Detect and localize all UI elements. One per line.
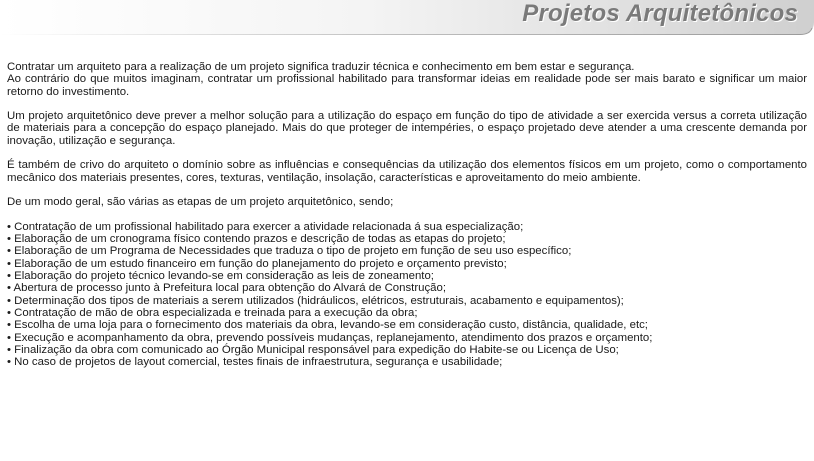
steps-intro: De um modo geral, são várias as etapas de um projeto arquitetônico, sendo; [7,196,394,209]
list-item: • Elaboração de um cronograma físico contendo prazos e descrição de todas as etapas do projeto; [7,233,506,246]
list-item: • Elaboração de um Programa de Necessidades que traduza o tipo de projeto em função de seu uso específico; [7,245,572,258]
list-item: • Execução e acompanhamento da obra, prevendo possíveis mudanças, replanejamento, atendimento dos prazos e orçamento; [7,331,653,344]
article-body [7,61,807,368]
list-item: • No caso de projetos de layout comercial, testes finais de infraestrutura, segurança e usabilidade; [7,356,503,369]
page-header [0,0,814,40]
list-item: • Contratação de mão de obra especializada e treinada para a execução da obra; [7,306,418,319]
list-item: • Finalização da obra com comunicado ao Órgão Municipal responsável para expedição do Habite-se ou Licença de Uso; [7,343,619,356]
steps-list [7,221,807,369]
intro-paragraph-2: Ao contrário do que muitos imaginam, contratar um profissional habilitado para transformar ideias em realidade pode ser mais barato e significar um maior retorno do investimento. [7,73,807,98]
list-item: • Determinação dos tipos de materiais a serem utilizados (hidráulicos, elétricos, estruturais, acabamento e equipamentos); [7,294,624,307]
list-item: • Contratação de um profissional habilitado para exercer a atividade relacionada á sua especialização; [7,220,524,233]
architect-paragraph: É também de crivo do arquiteto o domínio sobre as influências e consequências da utilização dos elementos físicos em um projeto, como o comportamento mecânico dos materiais presentes, cores, texturas, ventilação, insolação, características e aproveitamento do meio ambiente. [7,159,807,184]
list-item: • Escolha de uma loja para o fornecimento dos materiais da obra, levando-se em consideração custo, distância, qualidade, etc; [7,319,648,332]
page-title: Projetos Arquitetônicos [522,0,798,27]
list-item: • Elaboração do projeto técnico levando-se em consideração as leis de zoneamento; [7,270,434,283]
project-paragraph: Um projeto arquitetônico deve prever a melhor solução para a utilização do espaço em função do tipo de atividade a ser exercida versus a correta utilização de materiais para a concepção do espaço planejado. Mais do que proteger de intempéries, o espaço projetado deve atender a uma crescente demanda por inovação, utilização e segurança. [7,110,807,147]
list-item: • Elaboração de um estudo financeiro em função do planejamento do projeto e orçamento previsto; [7,257,507,270]
list-item: • Abertura de processo junto à Prefeitura local para obtenção do Alvará de Construção; [7,282,447,295]
intro-paragraph: Contratar um arquiteto para a realização de um projeto significa traduzir técnica e conhecimento em bem estar e segurança. [7,61,635,73]
